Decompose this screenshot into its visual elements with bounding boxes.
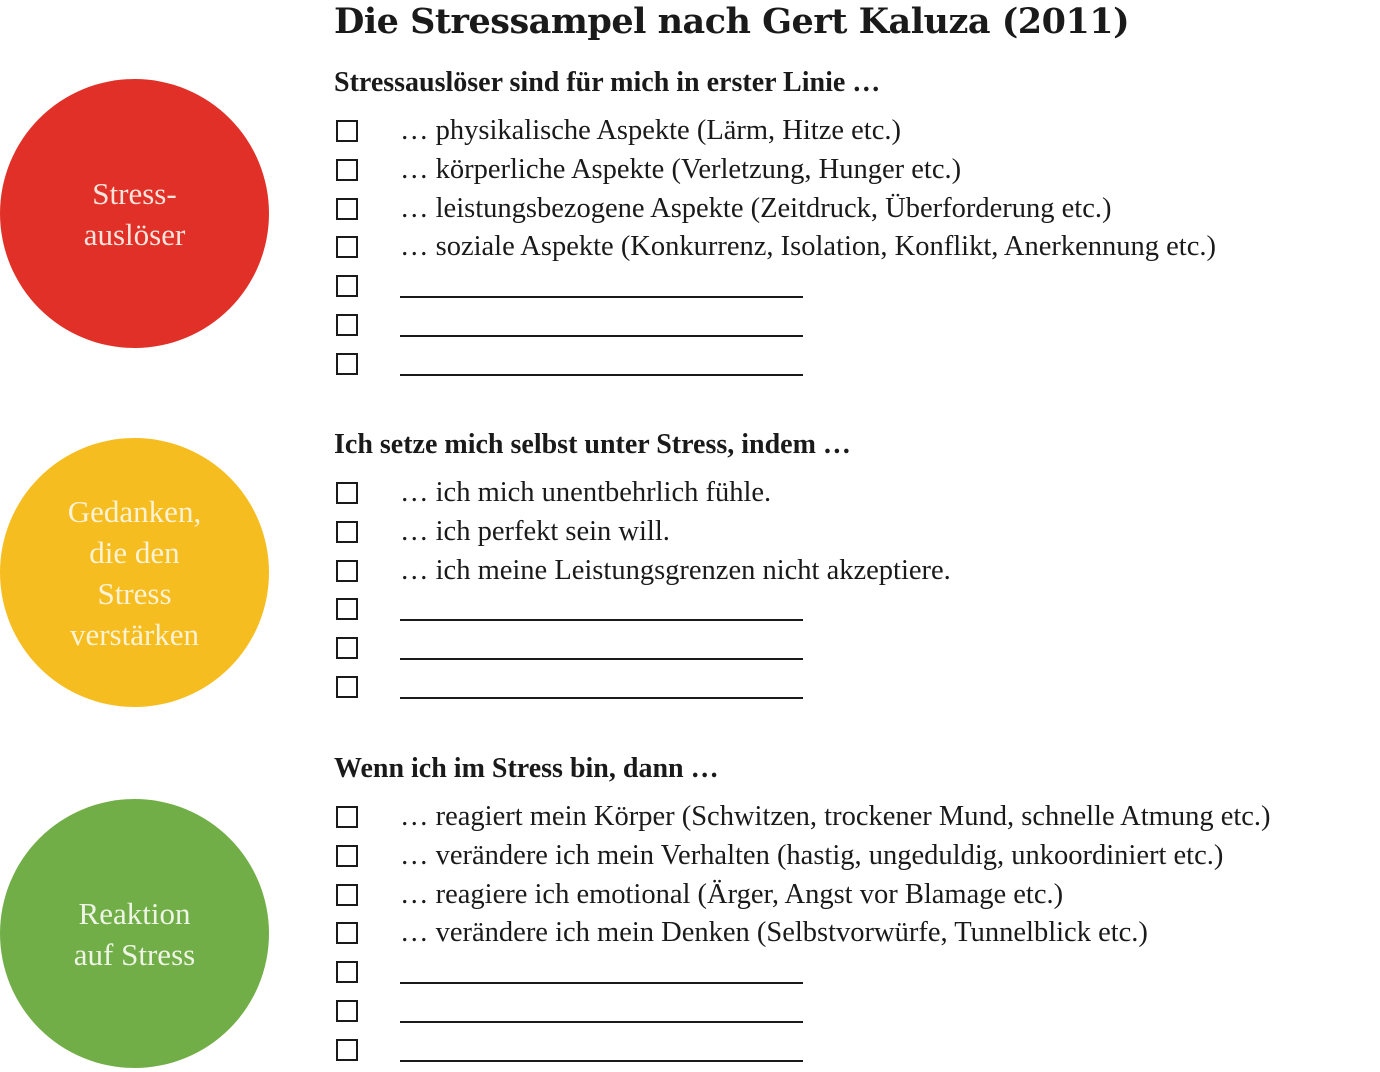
checklist-item-text: … körperliche Aspekte (Verletzung, Hunger etc.) [400,153,962,185]
circle-label-reaktion: Reaktion auf Stress [73,895,196,972]
checklist-item [334,230,1380,269]
checklist-blank-item [334,994,1380,1033]
checkbox[interactable] [336,521,358,543]
page-title: Die Stressampel nach Gert Kaluza (2011) [334,1,1130,42]
write-in-line[interactable] [400,982,803,984]
checklist-blank-item [334,670,1380,709]
checklist-item-text: … physikalische Aspekte (Lärm, Hitze etc.) [400,115,901,146]
checklist-item-text: … soziale Aspekte (Konkurrenz, Isolation, Konflikt, Anerkennung etc.) [400,231,1216,263]
checklist-item [334,476,1380,515]
traffic-light-yellow-circle [0,438,269,707]
checklist-blank-item [334,308,1380,347]
checklist-blank-item [334,592,1380,631]
checkbox[interactable] [336,314,358,336]
checkbox[interactable] [336,884,358,906]
checkbox[interactable] [336,560,358,582]
checklist-item-text: … ich perfekt sein will. [400,515,670,547]
checklist-blank-item [334,631,1380,670]
traffic-light-red-circle [0,79,269,348]
write-in-line[interactable] [400,1021,803,1023]
checklist-item-text: … ich mich unentbehrlich fühle. [400,477,772,508]
checklist [334,114,1380,386]
section-heading: Stressauslöser sind für mich in erster Linie … [334,67,881,98]
checkbox[interactable] [336,637,358,659]
write-in-line[interactable] [400,658,803,660]
checkbox[interactable] [336,961,358,983]
checkbox[interactable] [336,159,358,181]
circle-label-stressausloeser: Stress- auslöser [83,175,186,252]
checkbox[interactable] [336,120,358,142]
section-heading: Ich setze mich selbst unter Stress, indem … [334,429,851,460]
section-stressausloeser [334,62,1380,386]
checklist-blank-item [334,347,1380,386]
checklist-item [334,916,1380,955]
checkbox[interactable] [336,922,358,944]
section-gedanken [334,424,1380,709]
checkbox[interactable] [336,1039,358,1061]
checkbox[interactable] [336,236,358,258]
write-in-line[interactable] [400,1060,803,1062]
checklist-item-text: … verändere ich mein Verhalten (hastig, ungeduldig, unkoordiniert etc.) [400,839,1224,871]
circle-label-gedanken: Gedanken, die den Stress verstärken [67,493,202,652]
checklist-item [334,554,1380,593]
checklist-item [334,839,1380,878]
checklist-blank-item [334,955,1380,994]
checklist-item-text: … verändere ich mein Denken (Selbstvorwürfe, Tunnelblick etc.) [400,917,1148,949]
checklist [334,476,1380,709]
section-heading: Wenn ich im Stress bin, dann … [334,753,719,784]
checkbox[interactable] [336,353,358,375]
write-in-line[interactable] [400,335,803,337]
checklist [334,800,1380,1072]
write-in-line[interactable] [400,697,803,699]
checklist-blank-item [334,1033,1380,1072]
traffic-light-green-circle [0,799,269,1068]
write-in-line[interactable] [400,374,803,376]
checklist-item [334,192,1380,231]
checkbox[interactable] [336,598,358,620]
checkbox[interactable] [336,275,358,297]
checklist-item [334,114,1380,153]
checklist-item [334,153,1380,192]
checklist-item [334,878,1380,917]
section-reaktion [334,748,1380,1072]
checklist-item-text: … reagiert mein Körper (Schwitzen, trockener Mund, schnelle Atmung etc.) [400,801,1271,832]
checkbox[interactable] [336,676,358,698]
checklist-blank-item [334,269,1380,308]
checkbox[interactable] [336,806,358,828]
checklist-item [334,515,1380,554]
checkbox[interactable] [336,845,358,867]
checkbox[interactable] [336,1000,358,1022]
checkbox[interactable] [336,198,358,220]
write-in-line[interactable] [400,619,803,621]
checklist-item-text: … ich meine Leistungsgrenzen nicht akzeptiere. [400,554,951,586]
checklist-item-text: … leistungsbezogene Aspekte (Zeitdruck, Überforderung etc.) [400,192,1112,224]
checklist-item-text: … reagiere ich emotional (Ärger, Angst vor Blamage etc.) [400,878,1064,910]
checkbox[interactable] [336,482,358,504]
checklist-item [334,800,1380,839]
write-in-line[interactable] [400,296,803,298]
